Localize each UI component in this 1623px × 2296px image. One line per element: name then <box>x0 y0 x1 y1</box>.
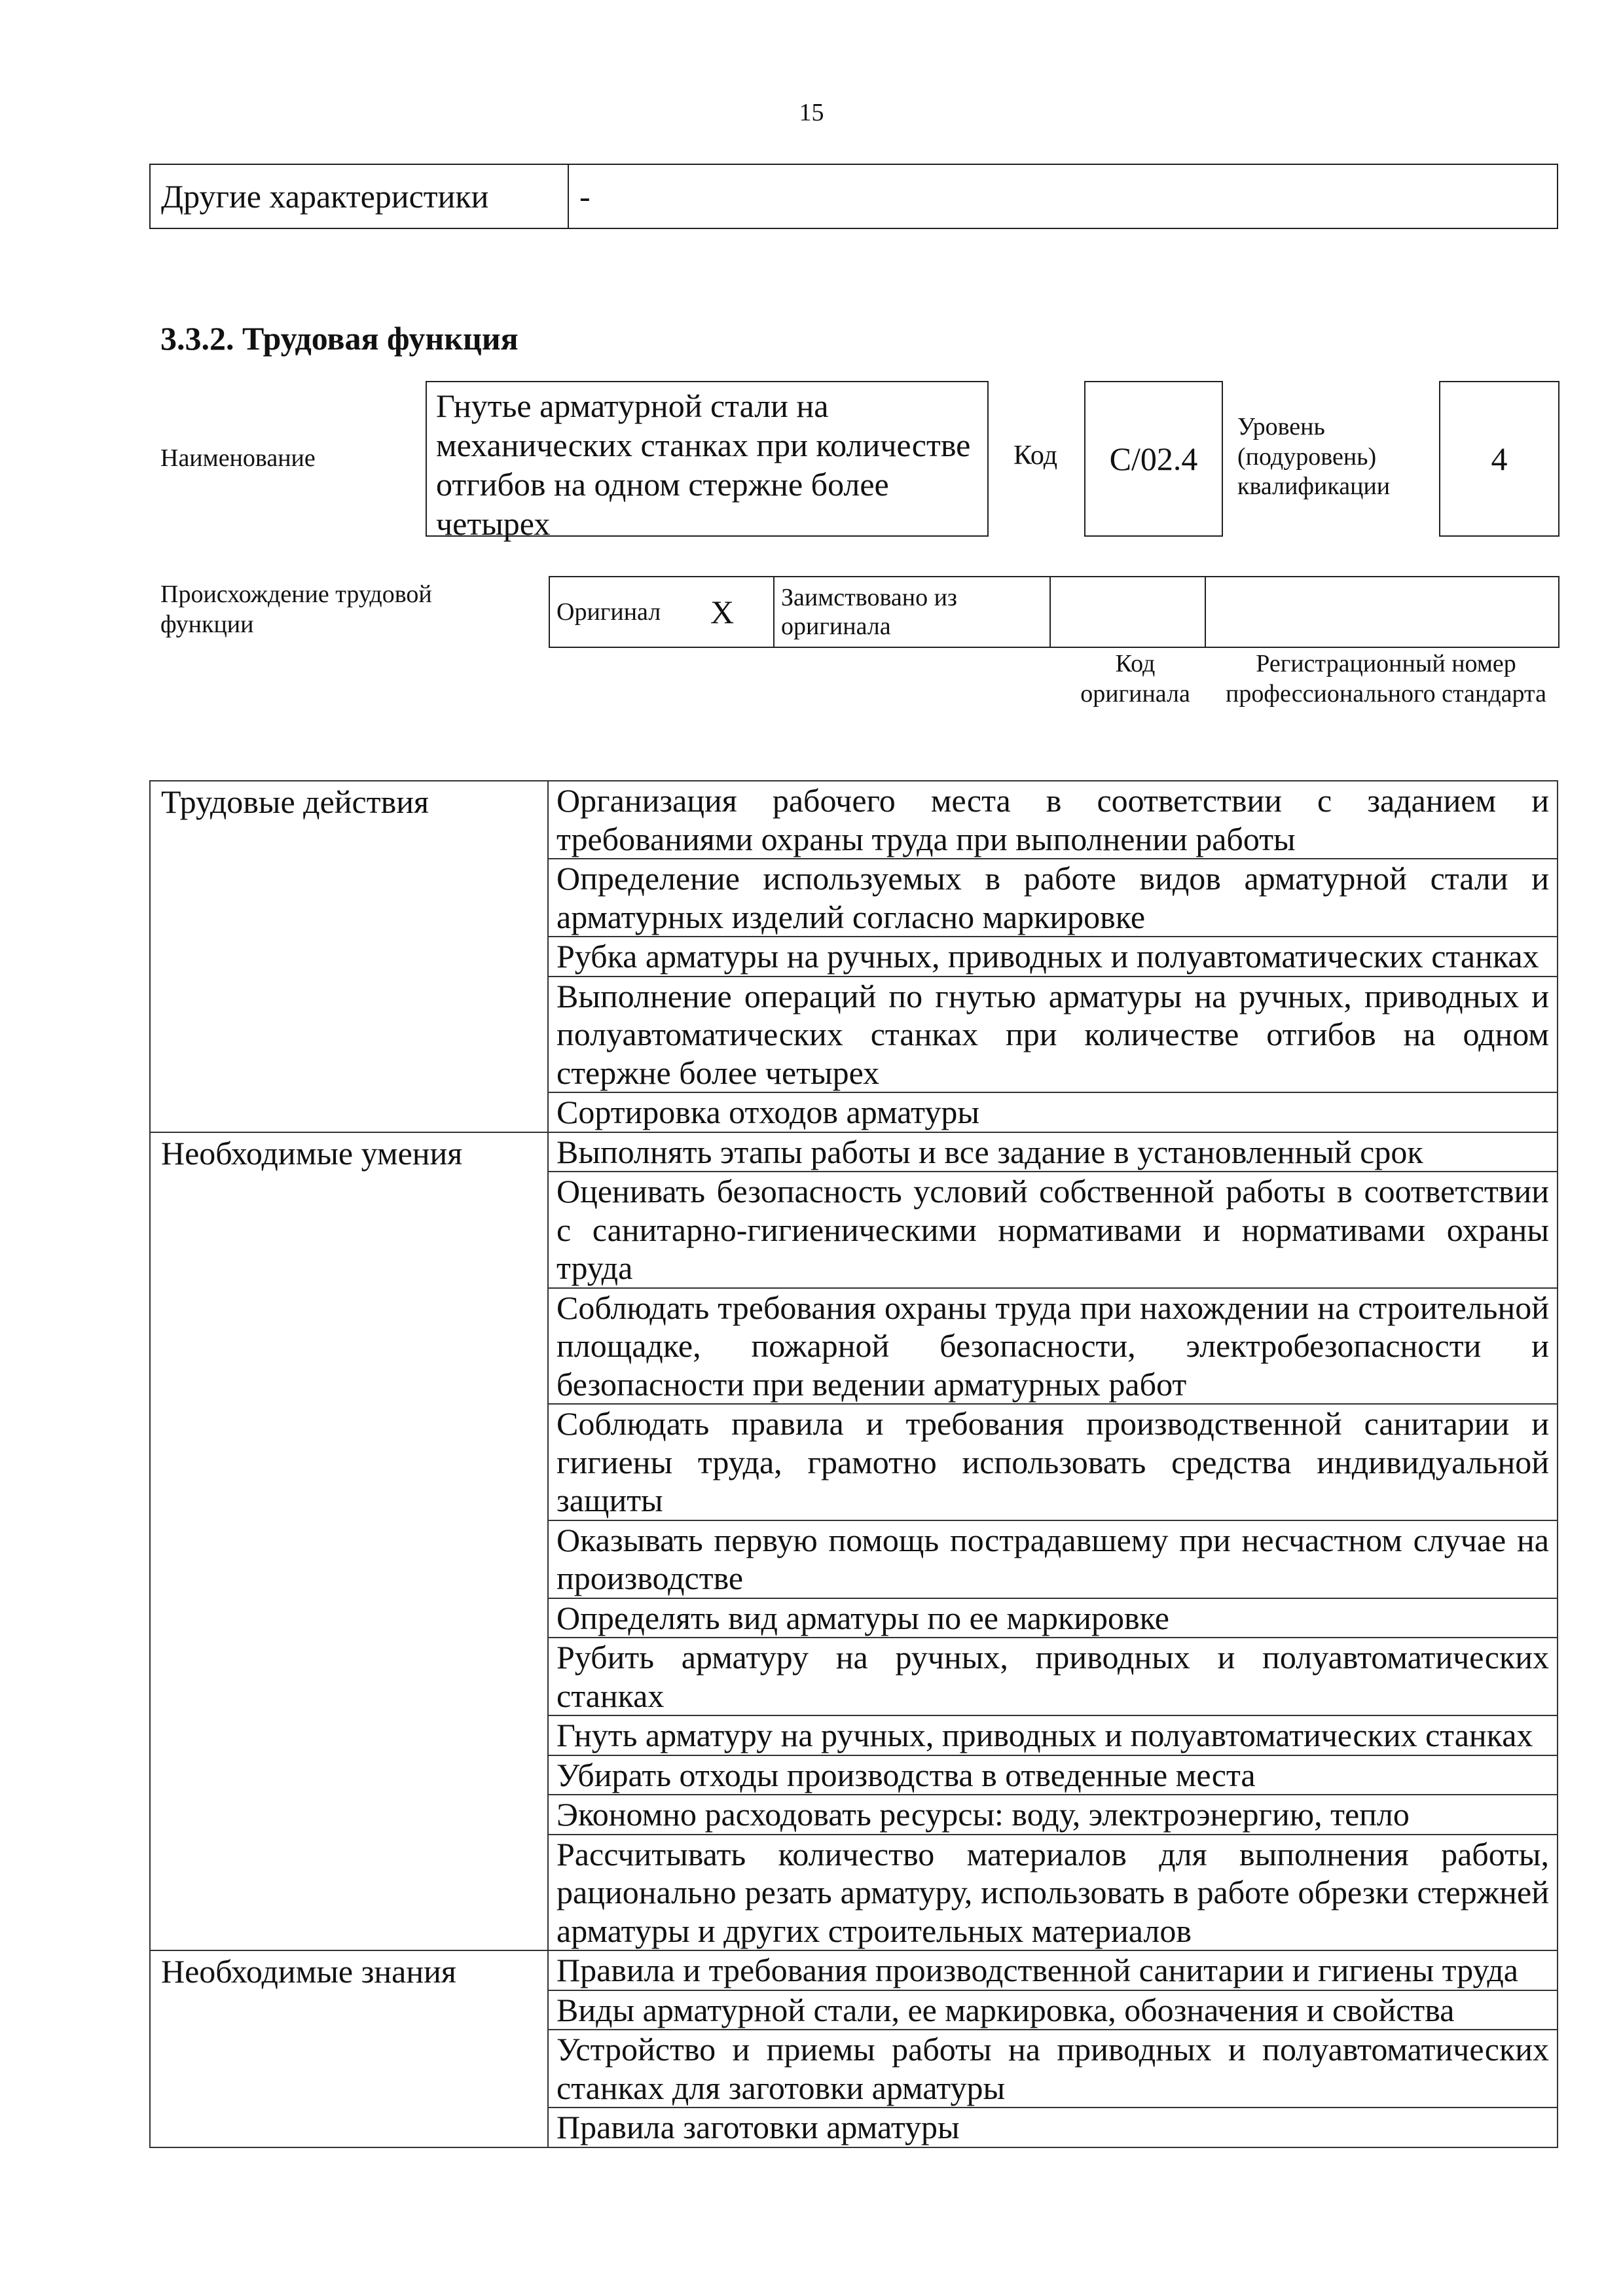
list-item: Рубить арматуру на ручных, приводных и полуавтоматических станках <box>548 1638 1558 1715</box>
section-title: 3.3.2. Трудовая функция <box>160 320 519 357</box>
list-item: Рубка арматуры на ручных, приводных и полуавтоматических станках <box>548 937 1558 977</box>
list-item: Экономно расходовать ресурсы: воду, электроэнергию, тепло <box>548 1795 1558 1835</box>
list-item: Виды арматурной стали, ее маркировка, обозначения и свойства <box>548 1990 1558 2030</box>
name-label: Наименование <box>160 444 316 472</box>
reg-number-cell <box>1205 577 1559 647</box>
original-label: Оригинал <box>549 577 671 647</box>
list-item: Выполнение операций по гнутью арматуры на ручных, приводных и полуавтоматических станках при количестве отгибов на одном стержне более четырех <box>548 977 1558 1093</box>
reg-number-caption: Регистрационный номер профессионального стандарта <box>1226 650 1546 708</box>
level-label: Уровень (подуровень) квалификации <box>1237 413 1391 501</box>
other-characteristics-table <box>149 164 1558 229</box>
list-item: Определение используемых в работе видов арматурной стали и арматурных изделий согласно маркировке <box>548 859 1558 937</box>
function-name-box: Гнутье арматурной стали на механических станках при количестве отгибов на одном стержне более четырех <box>426 381 989 537</box>
page-number: 15 <box>799 99 824 126</box>
list-item: Выполнять этапы работы и все задание в установленный срок <box>548 1132 1558 1172</box>
code-original-caption: Код оригинала <box>1080 650 1190 708</box>
code-original-cell <box>1050 577 1205 647</box>
table-row <box>150 781 1558 859</box>
list-item: Убирать отходы производства в отведенные места <box>548 1755 1558 1795</box>
origin-label: Происхождение трудовой функции <box>160 581 432 638</box>
list-item: Устройство и приемы работы на приводных и полуавтоматических станках для заготовки арматуры <box>548 2030 1558 2108</box>
list-item: Определять вид арматуры по ее маркировке <box>548 1598 1558 1638</box>
list-item: Соблюдать требования охраны труда при нахождении на строительной площадке, пожарной безопасности, электробезопасности и безопасности при ведении арматурных работ <box>548 1288 1558 1405</box>
other-characteristics-value: - <box>568 164 1558 228</box>
list-item: Оценивать безопасность условий собственной работы в соответствии с санитарно-гигиеническими нормативами и нормативами охраны труда <box>548 1172 1558 1288</box>
table-row <box>150 1132 1558 1172</box>
function-details-table <box>149 780 1558 2148</box>
list-item: Соблюдать правила и требования производственной санитарии и гигиены труда, грамотно использовать средства индивидуальной защиты <box>548 1404 1558 1520</box>
borrowed-label: Заимствовано из оригинала <box>774 577 1050 647</box>
table-row <box>150 1950 1558 1990</box>
list-item: Правила и требования производственной санитарии и гигиены труда <box>548 1950 1558 1990</box>
other-characteristics-label: Другие характеристики <box>150 164 568 228</box>
list-item: Рассчитывать количество материалов для выполнения работы, рационально резать арматуру, использовать в работе обрезки стержней арматуры и других строительных материалов <box>548 1835 1558 1951</box>
list-item: Сортировка отходов арматуры <box>548 1092 1558 1132</box>
list-item: Организация рабочего места в соответствии с заданием и требованиями охраны труда при выполнении работы <box>548 781 1558 859</box>
original-mark: X <box>671 577 774 647</box>
function-code-box: С/02.4 <box>1084 381 1223 537</box>
level-value-box: 4 <box>1439 381 1559 537</box>
list-item: Правила заготовки арматуры <box>548 2108 1558 2147</box>
list-item: Гнуть арматуру на ручных, приводных и полуавтоматических станках <box>548 1715 1558 1755</box>
group-label-skills: Необходимые умения <box>150 1132 548 1951</box>
group-label-actions: Трудовые действия <box>150 781 548 1132</box>
group-label-knowledge: Необходимые знания <box>150 1950 548 2147</box>
origin-table <box>549 576 1559 648</box>
code-label: Код <box>1013 440 1058 471</box>
list-item: Оказывать первую помощь пострадавшему при несчастном случае на производстве <box>548 1520 1558 1598</box>
